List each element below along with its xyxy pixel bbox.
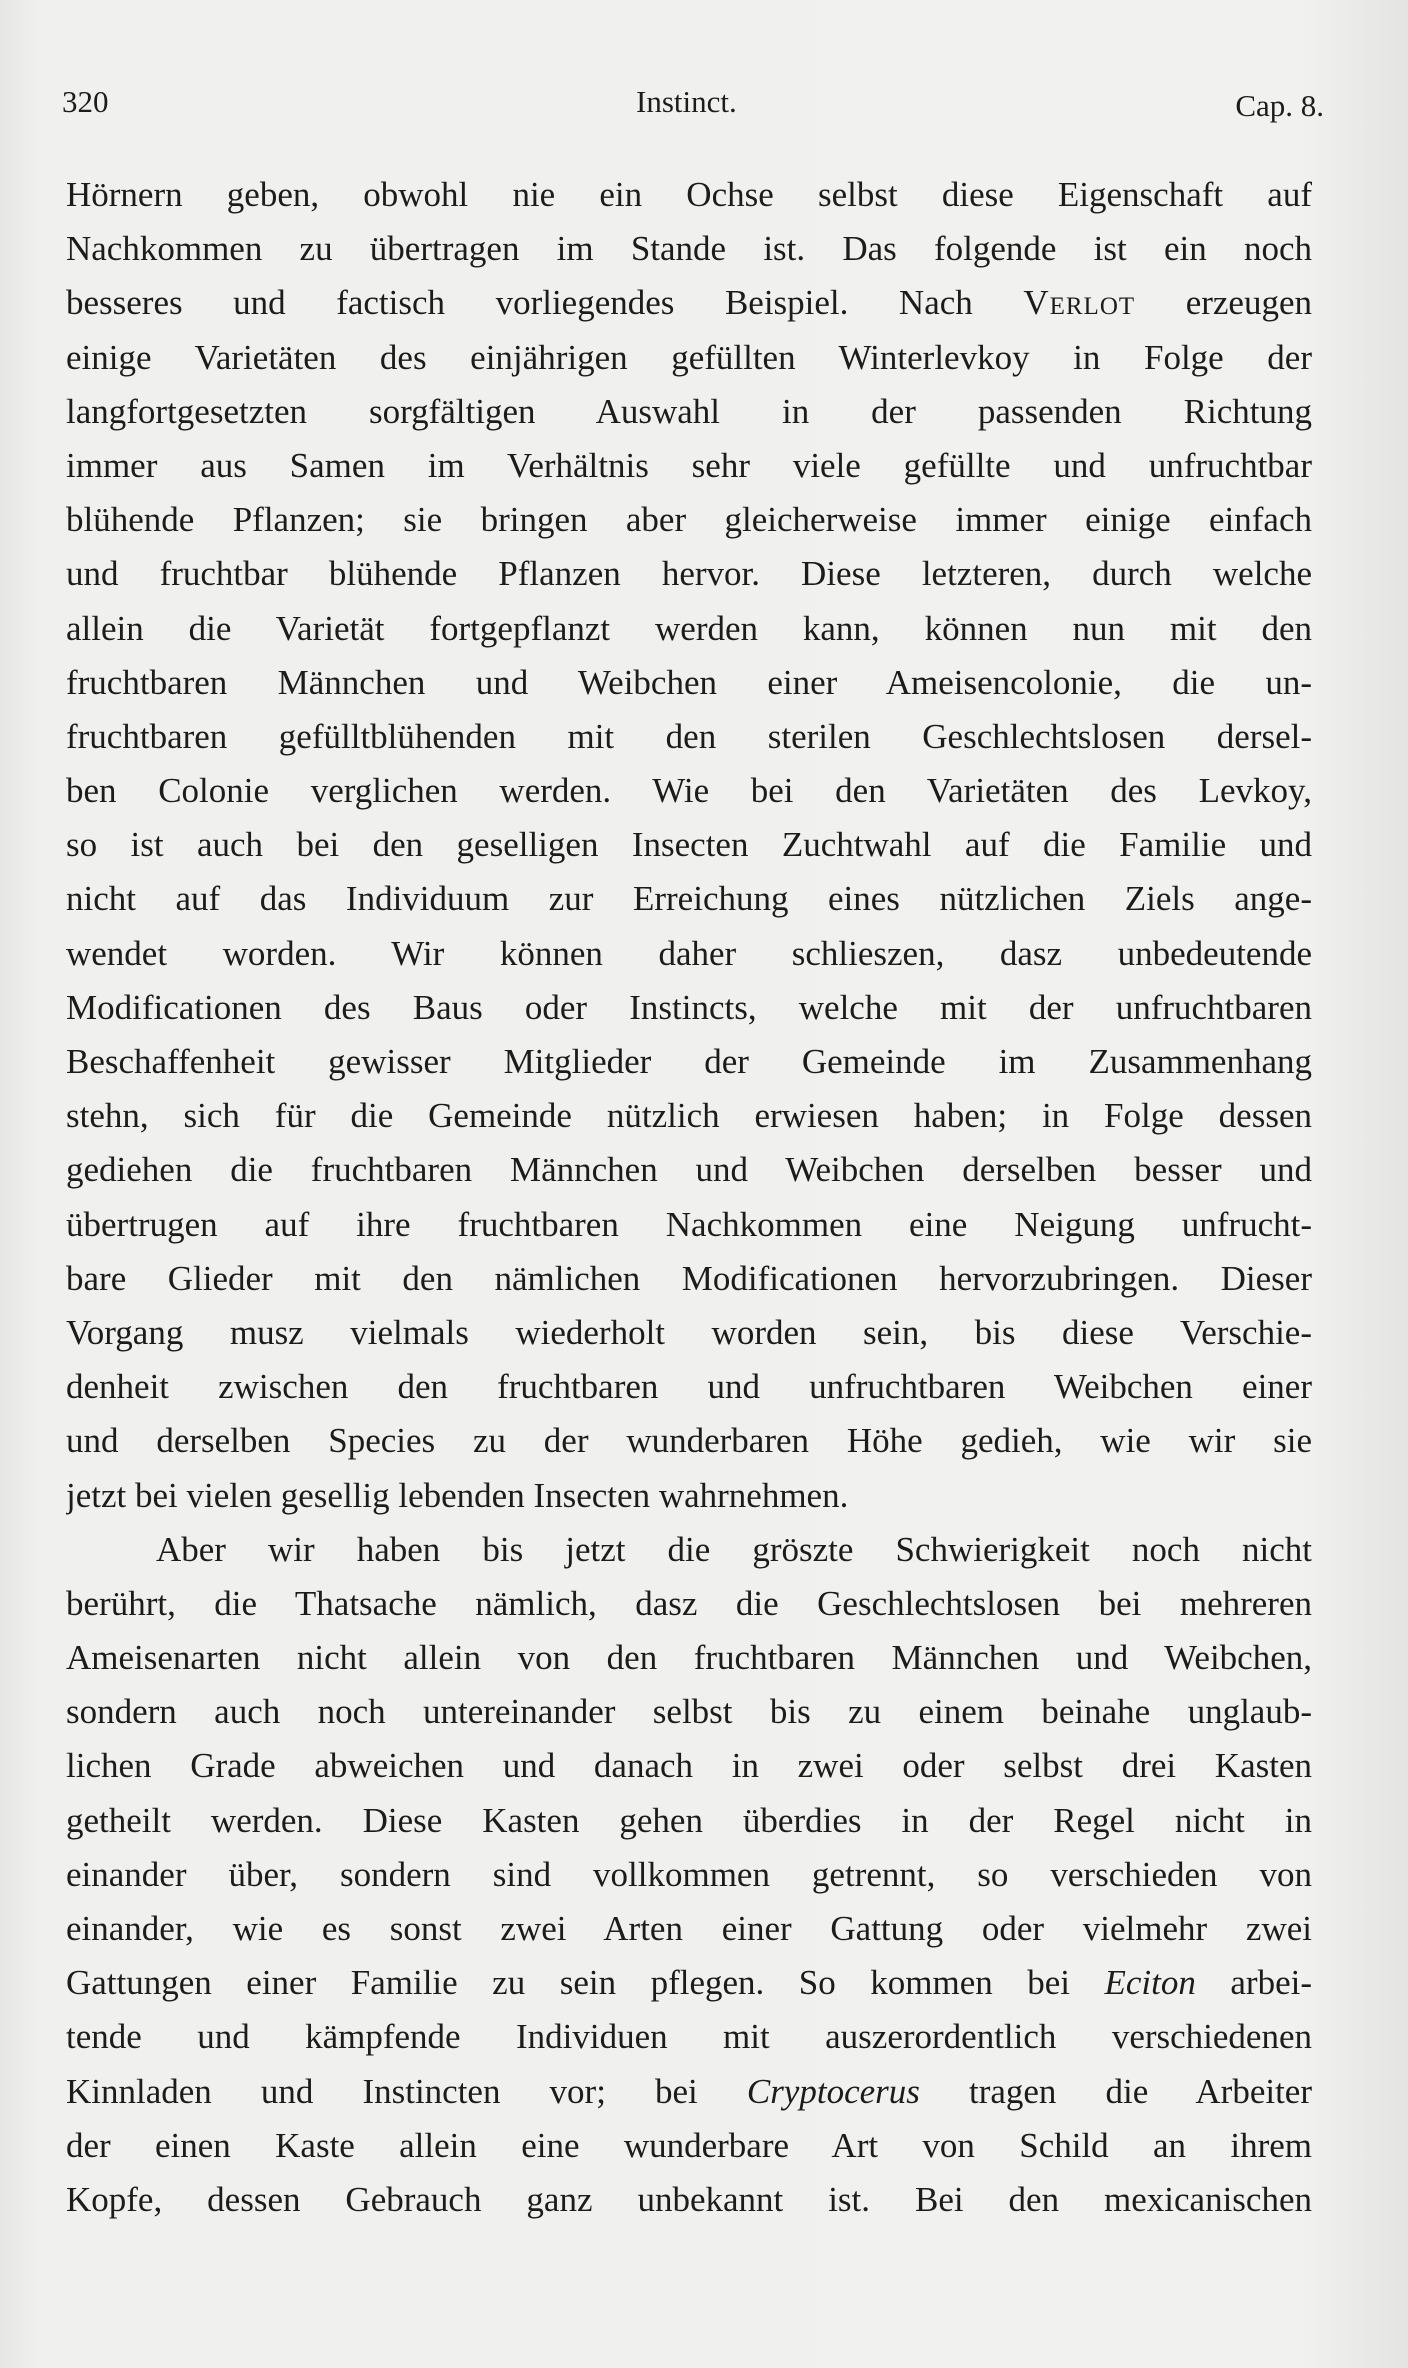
text-line: Beschaffenheit gewisser Mitglieder der Gemeinde im Zusammenhang (66, 1042, 1312, 1081)
text-line: stehn, sich für die Gemeinde nützlich erwiesen haben; in Folge dessen (66, 1096, 1312, 1136)
text-line: Ameisenarten nicht allein von den fruchtbaren Männchen und Weibchen, (66, 1638, 1312, 1678)
author-name-smallcaps: Verlot (1023, 283, 1136, 323)
text-line: Hörnern geben, obwohl nie ein Ochse selbst diese Eigenschaft auf (66, 175, 1312, 214)
text-line: getheilt werden. Diese Kasten gehen überdies in der Regel nicht in (66, 1800, 1312, 1840)
text-line: denheit zwischen den fruchtbaren und unfruchtbaren Weibchen einer (66, 1367, 1312, 1407)
genus-name-italic: Eciton (1104, 1963, 1196, 2003)
text-line: und derselben Species zu der wunderbaren Höhe gedieh, wie wir sie (66, 1421, 1312, 1461)
page-number: 320 (62, 84, 109, 119)
running-title: Instinct. (636, 84, 737, 119)
text-line: Kinnladen und Instincten vor; bei Cryptocerus tragen die Arbeiter (66, 2071, 1312, 2111)
text-line: Vorgang musz vielmals wiederholt worden sein, bis diese Verschie- (66, 1312, 1312, 1352)
text-line: übertrugen auf ihre fruchtbaren Nachkommen eine Neigung unfrucht- (66, 1204, 1312, 1244)
text-line: sondern auch noch untereinander selbst bis zu einem beinahe unglaub- (66, 1692, 1312, 1732)
text-line: Kopfe, dessen Gebrauch ganz unbekannt ist. Bei den mexicanischen (66, 2179, 1312, 2219)
text-line: immer aus Samen im Verhältnis sehr viele gefüllte und unfruchtbar (66, 445, 1312, 485)
body-text (66, 168, 1312, 2227)
text-line: Aber wir haben bis jetzt die gröszte Schwierigkeit noch nicht (156, 1529, 1312, 1569)
text-line: blühende Pflanzen; sie bringen aber gleicherweise immer einige einfach (66, 500, 1312, 540)
text-line: der einen Kaste allein eine wunderbare Art von Schild an ihrem (66, 2125, 1312, 2165)
text-line: allein die Varietät fortgepflanzt werden kann, können nun mit den (66, 608, 1312, 648)
text-line: einander, wie es sonst zwei Arten einer Gattung oder vielmehr zwei (66, 1909, 1312, 1948)
text-line: langfortgesetzten sorgfältigen Auswahl in der passenden Richtung (66, 391, 1312, 431)
text-line: fruchtbaren gefülltblühenden mit den sterilen Geschlechtslosen dersel- (66, 716, 1312, 756)
text-line: nicht auf das Individuum zur Erreichung eines nützlichen Ziels ange- (66, 879, 1312, 919)
text-line: wendet worden. Wir können daher schlieszen, dasz unbedeutende (66, 933, 1312, 973)
text-line: Gattungen einer Familie zu sein pflegen. So kommen bei Eciton arbei- (66, 1963, 1312, 2003)
text-line: Modificationen des Baus oder Instincts, welche mit der unfruchtbaren (66, 987, 1312, 1027)
text-line: lichen Grade abweichen und danach in zwei oder selbst drei Kasten (66, 1746, 1312, 1786)
text-line: Nachkommen zu übertragen im Stande ist. Das folgende ist ein noch (66, 229, 1312, 269)
text-line: und fruchtbar blühende Pflanzen hervor. Diese letzteren, durch welche (66, 554, 1312, 594)
running-header (62, 84, 1322, 134)
text-line: fruchtbaren Männchen und Weibchen einer Ameisencolonie, die un- (66, 662, 1312, 702)
text-line: berührt, die Thatsache nämlich, dasz die Geschlechtslosen bei mehreren (66, 1583, 1312, 1623)
text-line: gediehen die fruchtbaren Männchen und Weibchen derselben besser und (66, 1150, 1312, 1190)
text-line: bare Glieder mit den nämlichen Modificationen hervorzubringen. Dieser (66, 1258, 1312, 1298)
text-line: tende und kämpfende Individuen mit auszerordentlich verschiedenen (66, 2017, 1312, 2057)
text-line: einander über, sondern sind vollkommen getrennt, so verschieden von (66, 1854, 1312, 1894)
text-line: so ist auch bei den geselligen Insecten Zuchtwahl auf die Familie und (66, 825, 1312, 865)
genus-name-italic: Cryptocerus (746, 2071, 920, 2111)
text-line: einige Varietäten des einjährigen gefüllten Winterlevkoy in Folge der (66, 337, 1312, 377)
chapter-label: Cap. 8. (1235, 88, 1324, 123)
text-line: besseres und factisch vorliegendes Beispiel. Nach Verlot erzeugen (66, 283, 1312, 323)
text-line: jetzt bei vielen gesellig lebenden Insecten wahrnehmen. (66, 1475, 849, 1515)
text-line: ben Colonie verglichen werden. Wie bei den Varietäten des Levkoy, (66, 771, 1312, 811)
